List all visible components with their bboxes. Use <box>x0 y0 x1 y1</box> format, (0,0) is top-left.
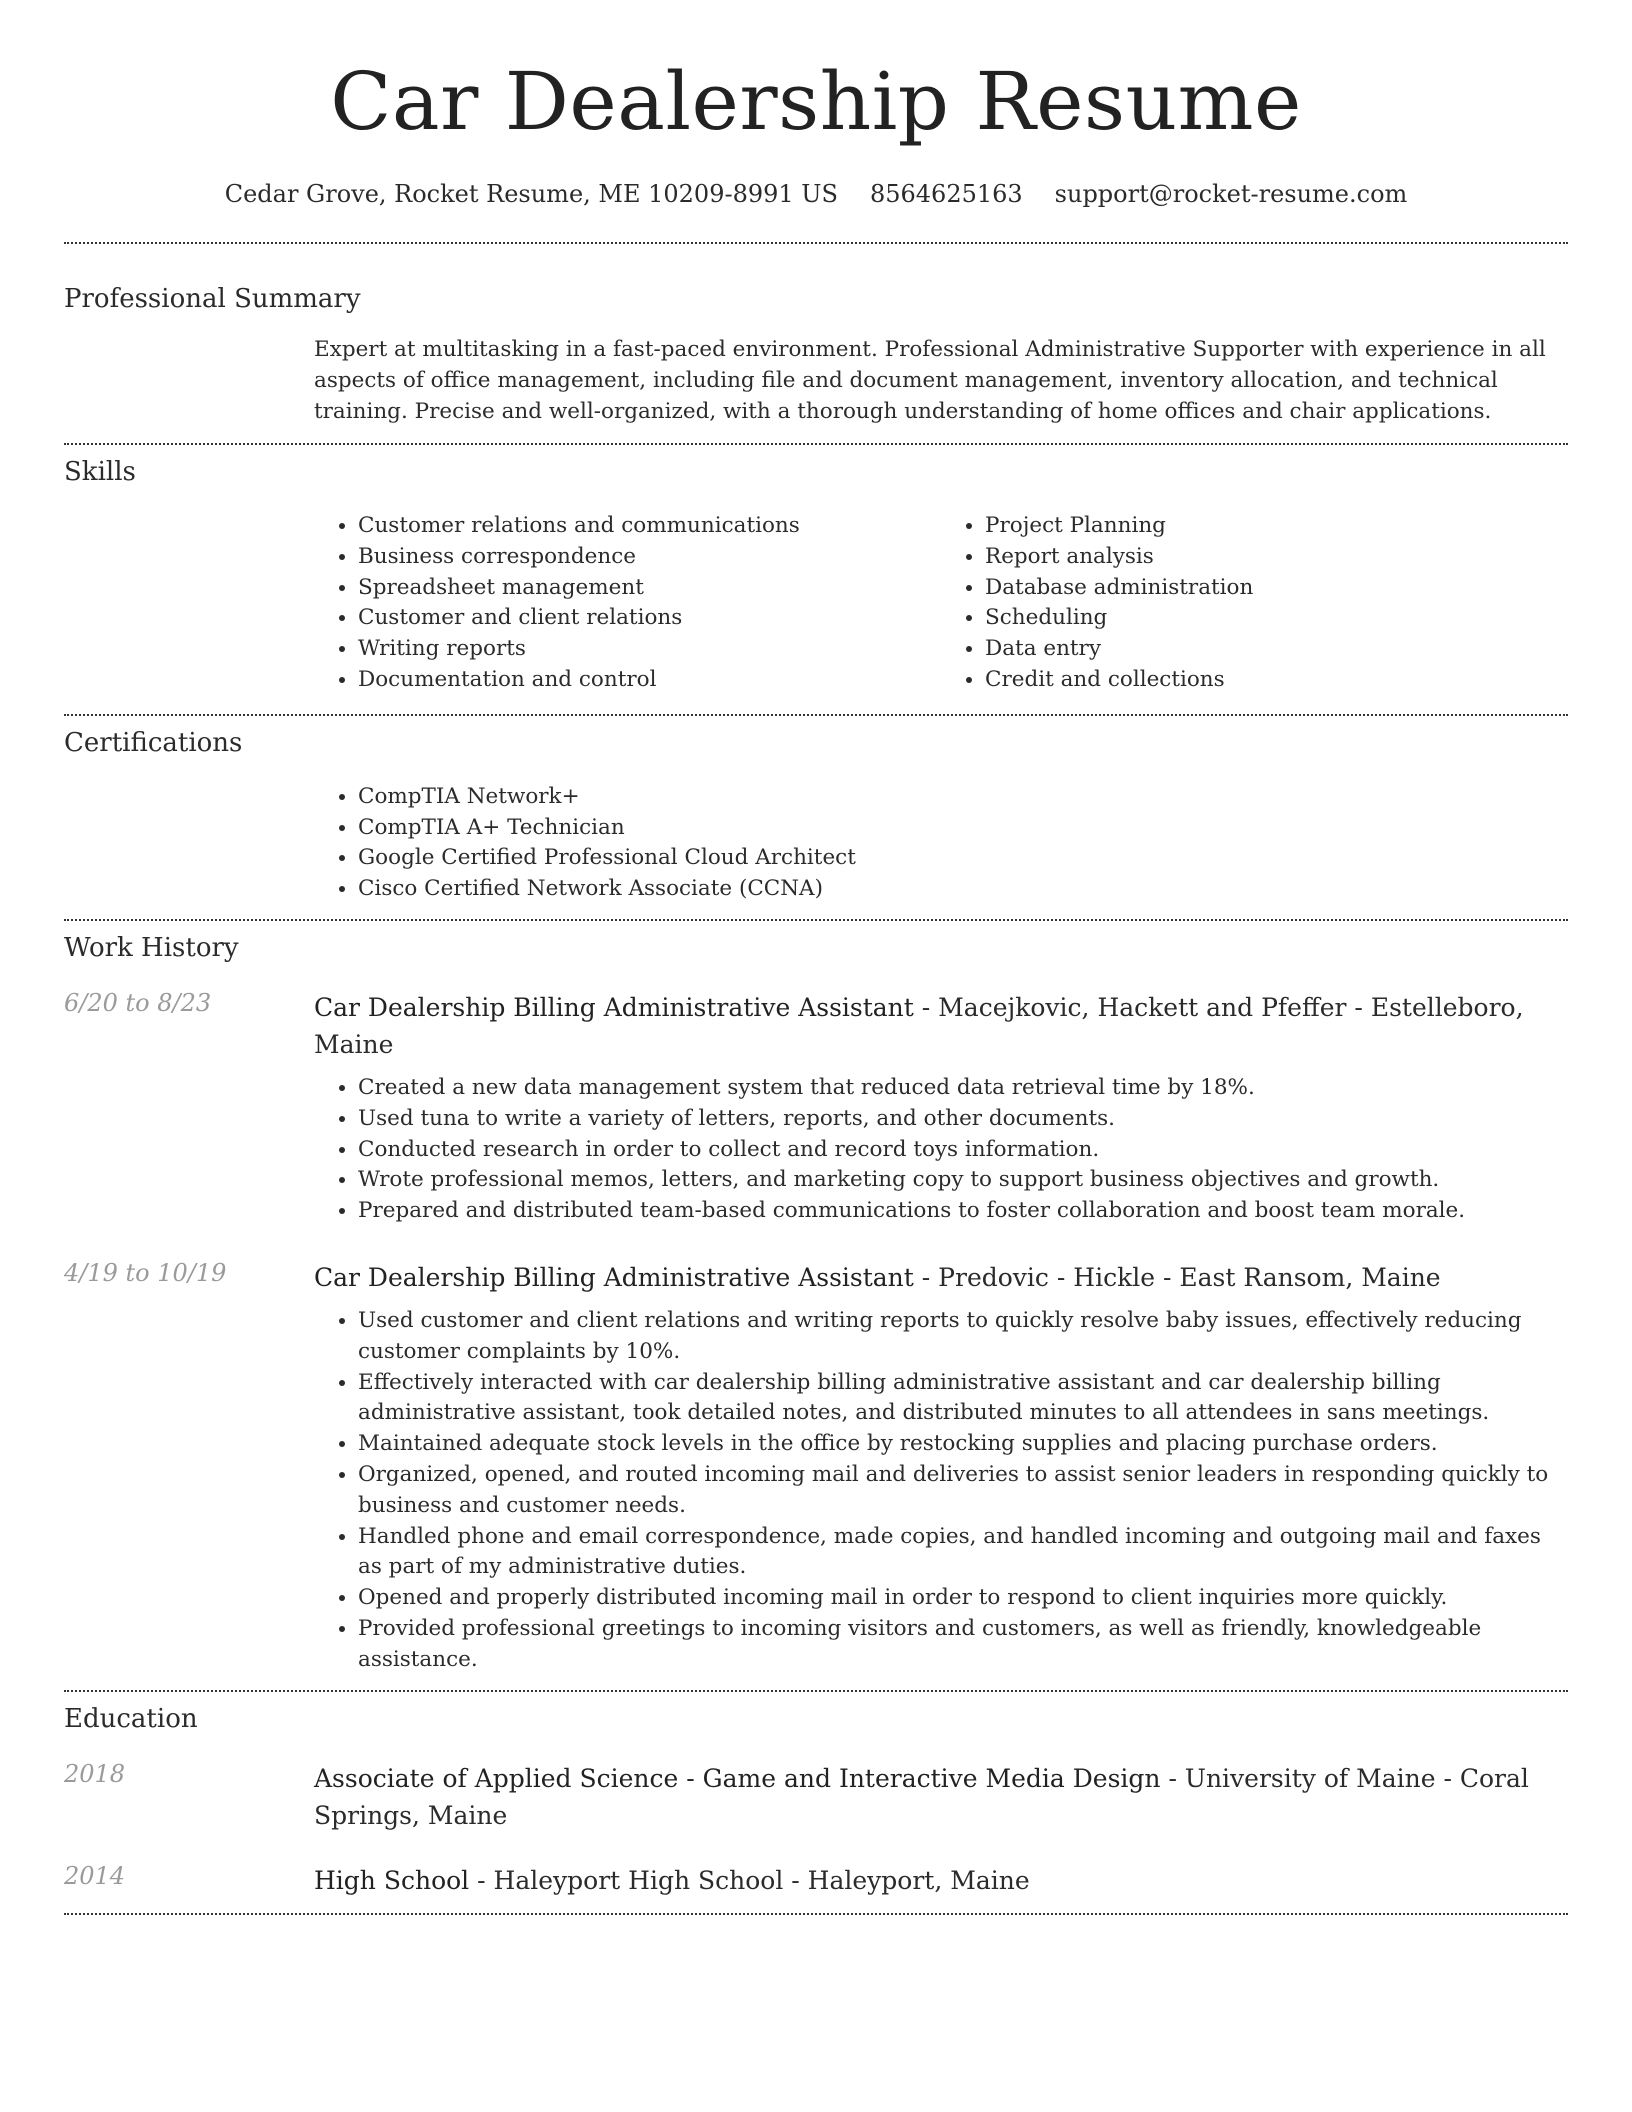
contact-email[interactable]: support@rocket-resume.com <box>1054 180 1408 208</box>
degree: High School <box>314 1865 470 1895</box>
list-item: • Business correspondence <box>358 542 941 573</box>
certifications-list <box>314 782 1568 905</box>
school: - Haleyport High School - Haleyport, Maine <box>469 1865 1030 1895</box>
resume-title: Car Dealership Resume <box>330 55 1302 148</box>
list-item: • Writing reports <box>358 634 941 665</box>
skills-heading: Skills <box>64 457 136 487</box>
divider <box>64 1690 1568 1692</box>
list-item: • Report analysis <box>985 542 1568 573</box>
entry-date: 6/20 to 8/23 <box>64 988 212 1017</box>
list-item: • CompTIA Network+ <box>358 782 1568 813</box>
work-entry <box>64 989 1568 1227</box>
list-item: • Scheduling <box>985 603 1568 634</box>
list-item: • Data entry <box>985 634 1568 665</box>
education-heading: Education <box>64 1703 198 1734</box>
work-entry <box>64 1259 1568 1676</box>
skills-list-right <box>941 511 1568 696</box>
list-item: • Wrote professional memos, letters, and marketing copy to support business objectives and growth. <box>358 1165 1568 1196</box>
list-item: • Handled phone and email correspondence, made copies, and handled incoming and outgoing mail and faxes as part of my administrative duties. <box>358 1522 1568 1584</box>
education-entry <box>64 1760 1568 1834</box>
list-item: • Prepared and distributed team-based communications to foster collaboration and boost team morale. <box>358 1196 1568 1227</box>
skills-section <box>64 457 1568 696</box>
list-item: • Effectively interacted with car dealership billing administrative assistant and car dealership billing administrative assistant, took detailed notes, and distributed minutes to all attendees in sans meetings. <box>358 1368 1568 1430</box>
list-item: • Google Certified Professional Cloud Architect <box>358 843 1568 874</box>
summary-section <box>64 284 1568 427</box>
list-item: • Customer and client relations <box>358 603 941 634</box>
entry-date: 4/19 to 10/19 <box>64 1258 227 1287</box>
job-employer: - Macejkovic, Hackett and Pfeffer - Estelleboro, Maine <box>314 992 1524 1059</box>
summary-text: Expert at multitasking in a fast-paced environment. Professional Administrative Supporter with experience in all aspects of office management, including file and document management, inventory allocation, and technical training. Precise and well-organized, with a thorough understanding of home offices and chair applications. <box>314 337 1546 424</box>
list-item: • Database administration <box>985 573 1568 604</box>
divider <box>64 919 1568 921</box>
entry-title <box>314 989 1568 1063</box>
job-bullets <box>314 1073 1568 1227</box>
school: - University of Maine - Coral Springs, Maine <box>314 1763 1529 1830</box>
entry-title <box>314 1760 1568 1834</box>
skills-list-left <box>314 511 941 696</box>
list-item: • Used customer and client relations and writing reports to quickly resolve baby issues, effectively reducing customer complaints by 10%. <box>358 1306 1568 1368</box>
divider <box>64 1913 1568 1915</box>
divider <box>64 714 1568 716</box>
list-item: • Created a new data management system that reduced data retrieval time by 18%. <box>358 1073 1568 1104</box>
divider <box>64 443 1568 445</box>
education-section <box>64 1704 1568 1899</box>
list-item: • Opened and properly distributed incoming mail in order to respond to client inquiries more quickly. <box>358 1583 1568 1614</box>
list-item: • Provided professional greetings to incoming visitors and customers, as well as friendly, knowledgeable assistance. <box>358 1614 1568 1676</box>
entry-date: 2018 <box>64 1759 126 1788</box>
entry-title <box>314 1259 1568 1296</box>
list-item: • Used tuna to write a variety of letters, reports, and other documents. <box>358 1104 1568 1135</box>
divider <box>64 242 1568 244</box>
education-entry <box>64 1862 1568 1899</box>
work-heading: Work History <box>64 932 239 963</box>
list-item: • Customer relations and communications <box>358 511 941 542</box>
summary-heading: Professional Summary <box>64 284 361 314</box>
contact-address: Cedar Grove, Rocket Resume, ME 10209-8991 US <box>224 180 838 208</box>
job-role: Car Dealership Billing Administrative Assistant <box>314 1262 914 1292</box>
list-item: • Project Planning <box>985 511 1568 542</box>
list-item: • Maintained adequate stock levels in the office by restocking supplies and placing purchase orders. <box>358 1429 1568 1460</box>
job-role: Car Dealership Billing Administrative Assistant <box>314 992 914 1022</box>
degree: Associate of Applied Science - Game and Interactive Media Design <box>314 1763 1161 1793</box>
contact-phone: 8564625163 <box>869 180 1023 208</box>
job-bullets <box>314 1306 1568 1676</box>
job-employer: - Predovic - Hickle - East Ransom, Maine <box>913 1262 1441 1292</box>
list-item: • Cisco Certified Network Associate (CCNA) <box>358 874 1568 905</box>
certifications-section <box>64 728 1568 905</box>
list-item: • Credit and collections <box>985 665 1568 696</box>
resume-page <box>64 0 1568 1915</box>
certifications-heading: Certifications <box>64 727 243 758</box>
list-item: • Documentation and control <box>358 665 941 696</box>
entry-title <box>314 1862 1568 1899</box>
list-item: • CompTIA A+ Technician <box>358 813 1568 844</box>
work-section <box>64 933 1568 1676</box>
list-item: • Conducted research in order to collect and record toys information. <box>358 1135 1568 1166</box>
list-item: • Organized, opened, and routed incoming mail and deliveries to assist senior leaders in responding quickly to business and customer needs. <box>358 1460 1568 1522</box>
list-item: • Spreadsheet management <box>358 573 941 604</box>
entry-date: 2014 <box>64 1861 126 1890</box>
contact-line <box>64 180 1568 208</box>
